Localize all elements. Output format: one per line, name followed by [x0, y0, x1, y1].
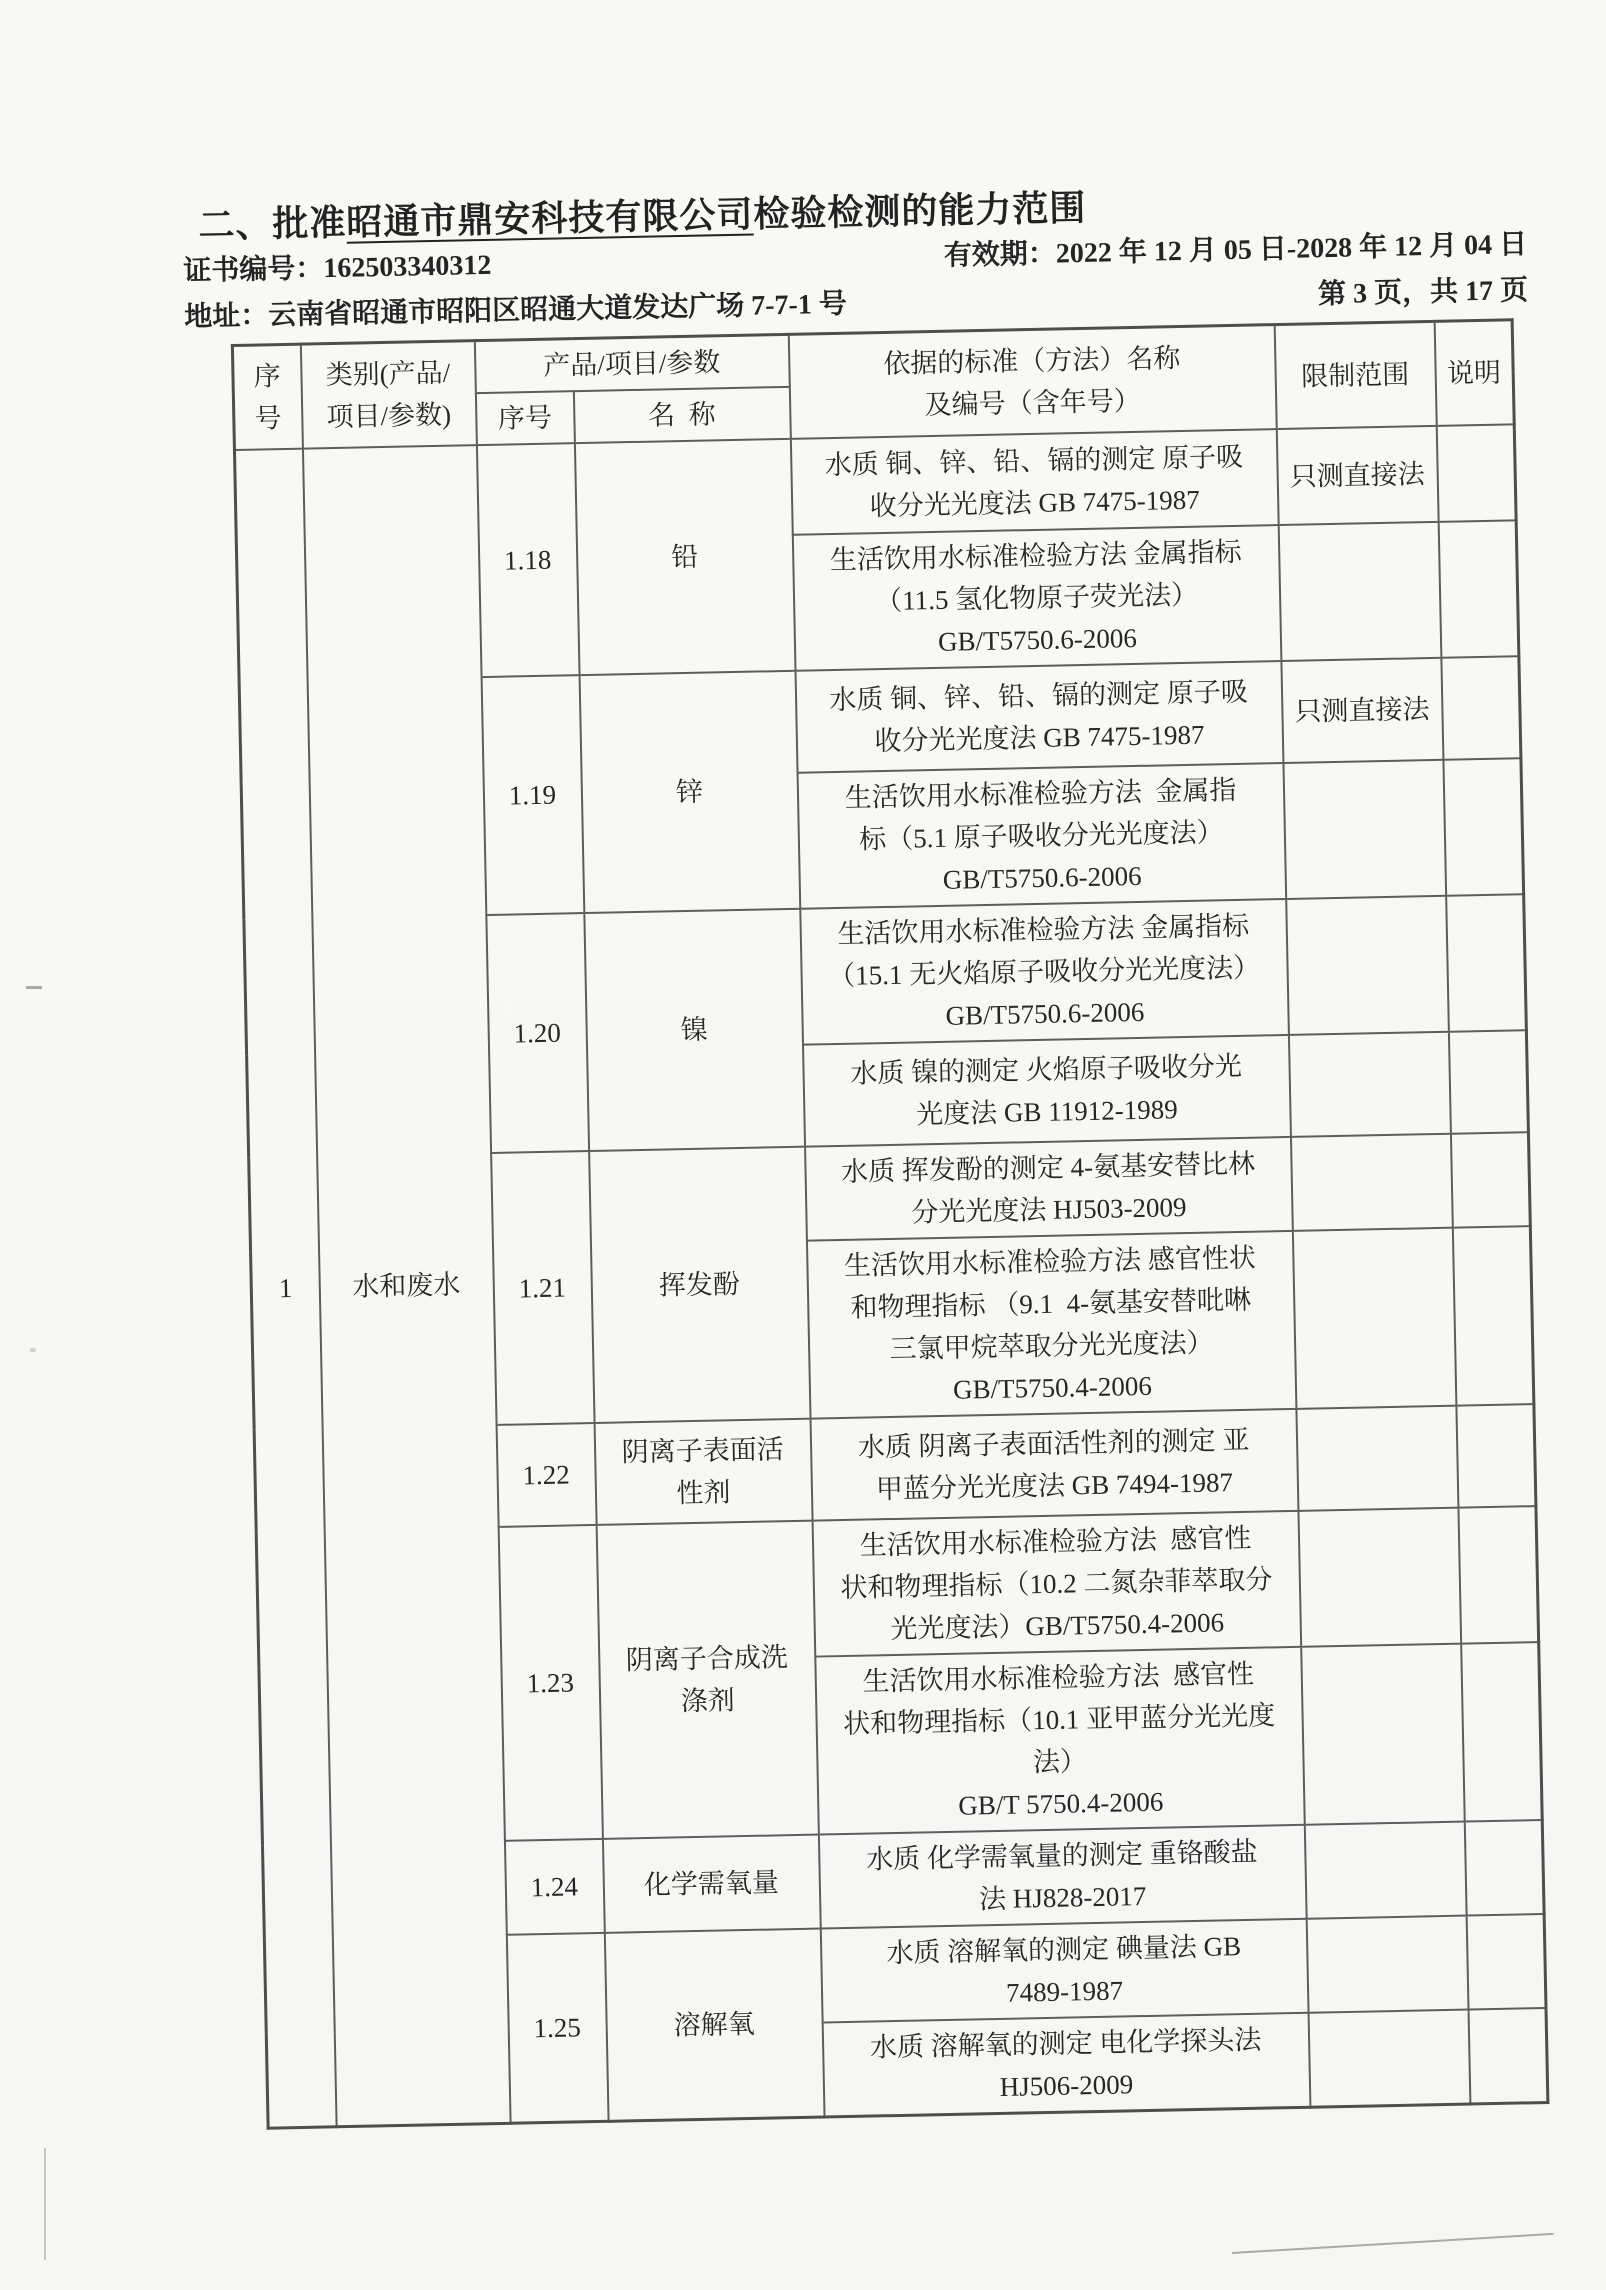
title-company-name: 昭通市鼎安科技有限公司: [346, 194, 754, 243]
param-no: 1.25: [506, 1933, 608, 2123]
param-no: 1.23: [498, 1525, 602, 1841]
standard-cell: 水质 挥发酚的测定 4-氨基安替比林 分光光度法 HJ503-2009: [805, 1137, 1293, 1241]
standard-cell: 生活饮用水标准检验方法 感官性 状和物理指标（10.1 亚甲蓝分光光度 法） GB/T 5750.4-2006: [815, 1647, 1304, 1835]
standard-cell: 水质 铜、锌、铅、镉的测定 原子吸 收分光光度法 GB 7475-1987: [790, 429, 1278, 535]
note-cell: [1450, 1132, 1530, 1228]
standard-cell: 水质 化学需氧量的测定 重铬酸盐 法 HJ828-2017: [818, 1825, 1306, 1929]
limit-cell: [1292, 1228, 1456, 1409]
limit-cell: [1298, 1508, 1461, 1647]
header-category: 类别(产品/ 项目/参数): [300, 341, 476, 449]
note-cell: [1443, 758, 1524, 896]
note-cell: [1441, 656, 1521, 760]
limit-cell: [1283, 760, 1446, 899]
header-sub-seq: 序号: [475, 391, 574, 445]
note-cell: [1438, 520, 1519, 658]
certificate-number: 证书编号：162503340312: [183, 249, 492, 287]
limit-cell: [1301, 1644, 1465, 1825]
note-cell: [1452, 1226, 1534, 1406]
limit-cell: [1308, 2010, 1470, 2108]
limit-cell: [1304, 1822, 1466, 1919]
standard-cell: 水质 铜、锌、铅、镉的测定 原子吸 收分光光度法 GB 7475-1987: [795, 661, 1283, 773]
note-cell: [1436, 424, 1516, 522]
note-cell: [1468, 2008, 1548, 2104]
note-cell: [1466, 1914, 1546, 2010]
param-name: 锌: [579, 671, 800, 913]
header-product-group: 产品/项目/参数: [474, 334, 789, 393]
limit-cell: [1296, 1406, 1458, 1511]
header-seq: 序 号: [232, 344, 302, 450]
header-standard: 依据的标准（方法）名称 及编号（含年号）: [788, 325, 1276, 439]
note-cell: [1456, 1404, 1536, 1508]
param-no: 1.21: [491, 1151, 594, 1425]
address: 地址：云南省昭通市昭阳区昭通大道发达广场 7-7-1 号: [183, 288, 848, 333]
scan-artifact-dot: [30, 1348, 36, 1352]
limit-cell: [1306, 1916, 1468, 2013]
validity-period: 有效期：2022 年 12 月 05 日-2028 年 12 月 04 日: [943, 229, 1528, 272]
standard-cell: 水质 阴离子表面活性剂的测定 亚 甲蓝分光光度法 GB 7494-1987: [810, 1409, 1298, 1521]
header-limit: 限制范围: [1274, 321, 1436, 429]
body-seq: 1: [234, 449, 336, 2129]
param-no: 1.22: [496, 1423, 596, 1527]
param-no: 1.19: [481, 675, 584, 915]
header-name: 名 称: [573, 387, 790, 443]
param-no: 1.18: [476, 443, 579, 677]
limit-cell: [1278, 522, 1441, 661]
note-cell: [1461, 1642, 1543, 1822]
standard-cell: 水质 溶解氧的测定 电化学探头法 HJ506-2009: [822, 2013, 1310, 2117]
note-cell: [1458, 1506, 1539, 1644]
scan-artifact-tick: [26, 986, 42, 989]
limit-cell: 只测直接法: [1281, 658, 1443, 763]
param-name: 阴离子表面活 性剂: [594, 1419, 812, 1525]
standard-cell: 生活饮用水标准检验方法 感官性状 和物理指标 （9.1 4-氨基安替吡啉 三氯甲烷萃取分光光度法） GB/T5750.4-2006: [806, 1231, 1295, 1419]
param-name: 挥发酚: [589, 1147, 810, 1423]
standard-cell: 水质 溶解氧的测定 碘量法 GB 7489-1987: [820, 1919, 1308, 2023]
title-suffix: 检验检测的能力范围: [752, 187, 1087, 235]
param-no: 1.20: [486, 913, 589, 1153]
param-name: 溶解氧: [604, 1929, 824, 2122]
param-no: 1.24: [504, 1839, 604, 1935]
title-prefix: 二、批准: [198, 202, 347, 246]
page-indicator: 第 3 页，共 17 页: [1317, 275, 1529, 311]
limit-cell: 只测直接法: [1276, 426, 1438, 525]
page-sheet: [182, 176, 1568, 2131]
note-cell: [1446, 894, 1527, 1032]
param-name: 镍: [584, 909, 805, 1151]
param-name: 铅: [574, 439, 795, 675]
note-cell: [1464, 1820, 1544, 1916]
standard-cell: 水质 镍的测定 火焰原子吸收分光 光度法 GB 11912-1989: [803, 1035, 1291, 1147]
limit-cell: [1288, 1032, 1450, 1137]
param-name: 阴离子合成洗 涤剂: [596, 1521, 818, 1839]
body-category: 水和废水: [302, 445, 510, 2127]
limit-cell: [1290, 1134, 1452, 1231]
limit-cell: [1286, 896, 1449, 1035]
standard-cell: 生活饮用水标准检验方法 金属指标 （15.1 无火焰原子吸收分光光度法） GB/T5750.6-2006: [800, 899, 1289, 1045]
capability-scope-table: [231, 318, 1550, 2129]
standard-cell: 生活饮用水标准检验方法 金属指 标（5.1 原子吸收分光光度法） GB/T5750.6-2006: [797, 763, 1286, 909]
scan-artifact-edge: [44, 2148, 46, 2260]
standard-cell: 生活饮用水标准检验方法 感官性 状和物理指标（10.2 二氮杂菲萃取分 光光度法）GB/T5750.4-2006: [812, 1511, 1301, 1657]
param-name: 化学需氧量: [602, 1835, 820, 1933]
header-note: 说明: [1434, 320, 1514, 426]
standard-cell: 生活饮用水标准检验方法 金属指标 （11.5 氢化物原子荧光法） GB/T5750.6-2006: [792, 525, 1281, 671]
note-cell: [1448, 1030, 1528, 1134]
scan-artifact-line: [1232, 2233, 1554, 2254]
